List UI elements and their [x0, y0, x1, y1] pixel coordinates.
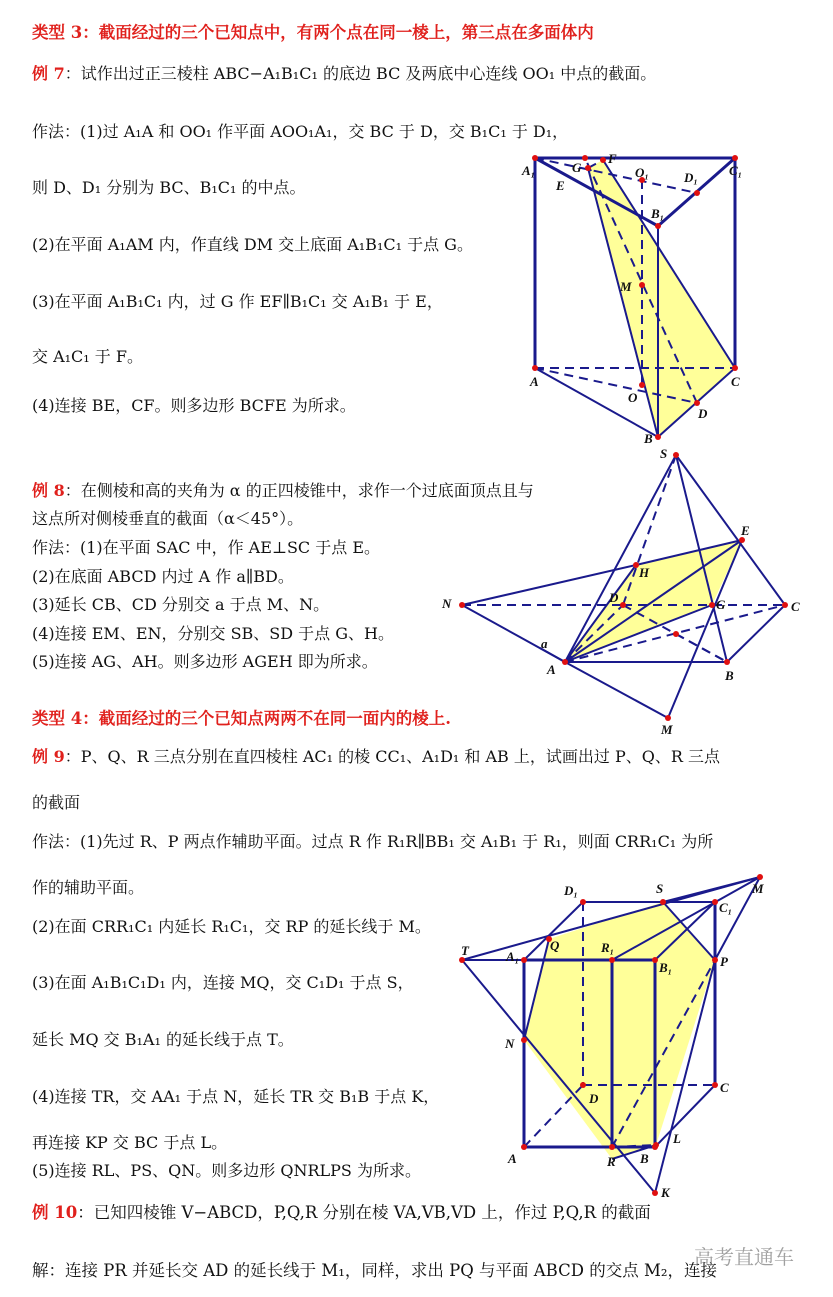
ex7-label-G: G	[572, 160, 582, 175]
ex9-statement-line2: 的截面	[32, 793, 81, 812]
ex7-label-C1: C₁	[729, 163, 743, 178]
ex9-step-7: 再连接 KP 交 BC 于点 L。	[32, 1133, 228, 1152]
ex8-step-3: (3)延长 CB、CD 分别交 a 于点 M、N。	[32, 595, 330, 614]
ex8-label-S: S	[660, 446, 668, 461]
ex7-statement: ：试作出过正三棱柱 ABC−A₁B₁C₁ 的底边 BC 及两底中心连线 OO₁ 中点的截面。	[64, 64, 657, 83]
watermark: 高考直通车	[694, 1245, 794, 1269]
ex8-step-2: (2)在底面 ABCD 内过 A 作 a∥BD。	[32, 567, 294, 586]
ex8-label-N: N	[442, 596, 452, 611]
ex7-label-C: C	[731, 374, 740, 389]
ex9-label-R1: R₁	[601, 940, 615, 955]
ex9-step-6: (4)连接 TR，交 AA₁ 于点 N，延长 TR 交 B₁B 于点 K，	[32, 1087, 440, 1106]
ex9-label-N: N	[505, 1036, 515, 1051]
ex9-label-C: C	[720, 1080, 729, 1095]
ex8-step-4: (4)连接 EM、EN，分别交 SB、SD 于点 G、H。	[32, 624, 394, 643]
ex9-label-B: B	[640, 1151, 649, 1166]
ex8-label-G: G	[716, 597, 726, 612]
ex9-step-1: 作法：(1)先过 R、P 两点作辅助平面。过点 R 作 R₁R∥BB₁ 交 A₁B₁ 于 R₁，则面 CRR₁C₁ 为所	[32, 832, 714, 851]
ex9-label-R: R	[607, 1154, 616, 1169]
ex8-step-5: (5)连接 AG、AH。则多边形 AGEH 即为所求。	[32, 652, 378, 671]
ex8-label-D: D	[609, 590, 619, 605]
ex8-label-B: B	[725, 668, 734, 683]
ex7-label-F: F	[608, 151, 617, 166]
ex10-label: 例 10	[32, 1203, 78, 1222]
ex9-label-B1: B₁	[659, 960, 673, 975]
ex9-label-M: M	[752, 881, 764, 896]
section4-heading: 类型 4：截面经过的三个已知点两两不在同一面内的棱上.	[32, 709, 451, 728]
ex8-label-E: E	[741, 523, 750, 538]
ex8-label-C: C	[791, 599, 800, 614]
ex9-label: 例 9	[32, 747, 65, 766]
ex8-label-M: M	[661, 722, 673, 737]
ex9-step-5: 延长 MQ 交 B₁A₁ 的延长线于点 T。	[32, 1030, 294, 1049]
ex7-label-E: E	[556, 178, 565, 193]
ex8-label-A: A	[547, 662, 556, 677]
ex9-step-4: (3)在面 A₁B₁C₁D₁ 内，连接 MQ，交 C₁D₁ 于点 S，	[32, 973, 414, 992]
ex9-label-D: D	[589, 1091, 599, 1106]
ex7-label-A1: A₁	[522, 163, 536, 178]
ex7-label-O: O	[628, 390, 638, 405]
section3-heading: 类型 3：截面经过的三个已知点中，有两个点在同一棱上，第三点在多面体内	[32, 23, 594, 42]
ex9-statement-1: ：P、Q、R 三点分别在直四棱柱 AC₁ 的棱 CC₁、A₁D₁ 和 AB 上，试画出过 P、Q、R 三点	[64, 747, 720, 766]
ex9-label-K: K	[661, 1185, 670, 1200]
ex9-label-T: T	[461, 943, 469, 958]
ex9-label-Q: Q	[550, 938, 560, 953]
ex7-step-3: (2)在平面 A₁AM 内，作直线 DM 交上底面 A₁B₁C₁ 于点 G。	[32, 235, 473, 254]
ex7-label-O1: O₁	[635, 165, 649, 180]
ex8-label-a: a	[541, 636, 548, 651]
ex8-step-1: 作法：(1)在平面 SAC 中，作 AE⊥SC 于点 E。	[32, 538, 381, 557]
ex9-step-8: (5)连接 RL、PS、QN。则多边形 QNRLPS 为所求。	[32, 1161, 421, 1180]
ex7-step-2: 则 D、D₁ 分别为 BC、B₁C₁ 的中点。	[32, 178, 306, 197]
ex9-label-S: S	[656, 881, 664, 896]
ex7-step-5: 交 A₁C₁ 于 F。	[32, 347, 143, 366]
ex7-step-4: (3)在平面 A₁B₁C₁ 内，过 G 作 EF∥B₁C₁ 交 A₁B₁ 于 E，	[32, 292, 443, 311]
ex9-step-2: 作的辅助平面。	[32, 878, 145, 897]
ex7-step-6: (4)连接 BE，CF。则多边形 BCFE 为所求。	[32, 396, 356, 415]
ex8-statement-1: ：在侧棱和高的夹角为 α 的正四棱锥中，求作一个过底面顶点且与	[64, 481, 534, 500]
ex9-label-A: A	[508, 1151, 517, 1166]
ex10-solution: 解：连接 PR 并延长交 AD 的延长线于 M₁，同样，求出 PQ 与平面 ABCD 的交点 M₂，连接	[32, 1261, 717, 1280]
ex7-label-M: M	[620, 279, 632, 294]
ex10-statement-line	[32, 1203, 651, 1223]
ex8-label-H: H	[639, 565, 650, 580]
ex7-label-D: D	[698, 406, 708, 421]
ex9-label-D1: D₁	[564, 883, 578, 898]
ex9-label-C1: C₁	[719, 900, 733, 915]
ex7-label: 例 7	[32, 64, 65, 83]
ex10-statement: ：已知四棱锥 V−ABCD，P,Q,R 分别在棱 VA,VB,VD 上，作过 P,Q,R 的截面	[77, 1203, 651, 1222]
ex9-label-A1: A₁	[506, 949, 520, 964]
ex9-label-L: L	[673, 1131, 681, 1146]
ex7-label-D1: D₁	[684, 170, 698, 185]
ex8-statement-line2: 这点所对侧棱垂直的截面（α＜45°）。	[32, 509, 304, 528]
ex7-label-B: B	[644, 431, 653, 446]
ex8-label: 例 8	[32, 481, 65, 500]
ex9-label-P: P	[720, 954, 728, 969]
ex7-step-1: 作法：(1)过 A₁A 和 OO₁ 作平面 AOO₁A₁，交 BC 于 D，交 B₁C₁ 于 D₁，	[32, 122, 569, 141]
ex7-label-B1: B₁	[651, 206, 665, 221]
ex7-label-A: A	[530, 374, 539, 389]
ex9-step-3: (2)在面 CRR₁C₁ 内延长 R₁C₁，交 RP 的延长线于 M。	[32, 917, 431, 936]
